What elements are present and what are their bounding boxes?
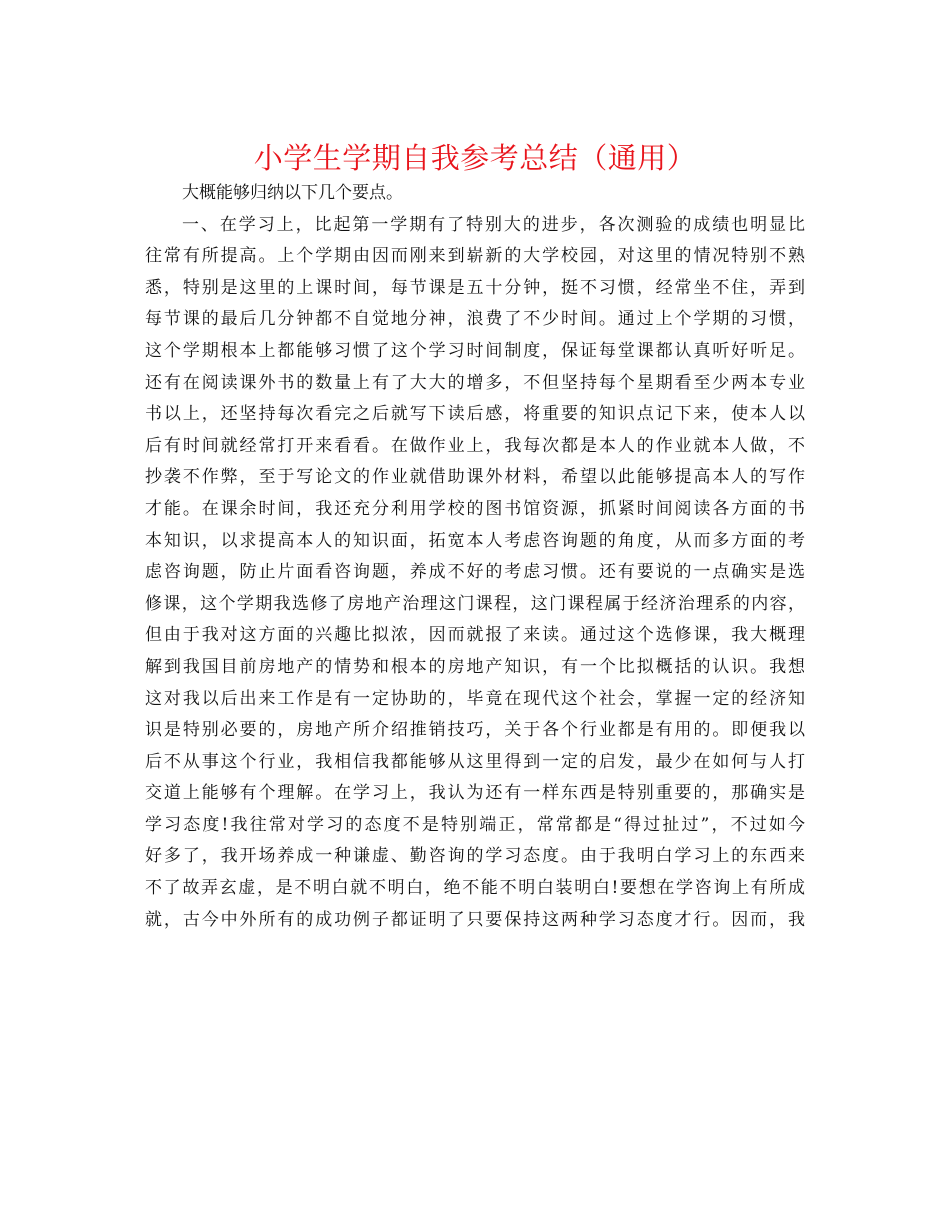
paragraph-line: 本知识，以求提高本人的知识面，拓宽本人考虑咨询题的角度，从而多方面的考 (145, 530, 805, 551)
paragraph-line: 书以上，还坚持每次看完之后就写下读后感，将重要的知识点记下来，使本人以 (145, 404, 805, 425)
paragraph-line: 后有时间就经常打开来看看。在做作业上，我每次都是本人的作业就本人做，不 (145, 435, 805, 456)
paragraph-line: 这对我以后出来工作是有一定协助的，毕竟在现代这个社会，掌握一定的经济知 (145, 688, 805, 709)
paragraph-line: 往常有所提高。上个学期由因而刚来到崭新的大学校园，对这里的情况特别不熟 (145, 246, 805, 267)
paragraph-line: 才能。在课余时间，我还充分利用学校的图书馆资源，抓紧时间阅读各方面的书 (145, 498, 805, 519)
paragraph-line: 但由于我对这方面的兴趣比拟浓，因而就报了来读。通过这个选修课，我大概理 (145, 625, 805, 646)
document-title: 小学生学期自我参考总结（通用） (253, 141, 697, 175)
paragraph-line: 不了故弄玄虚，是不明白就不明白，绝不能不明白装明白!要想在学咨询上有所成 (145, 878, 805, 899)
paragraph-line: 每节课的最后几分钟都不自觉地分神，浪费了不少时间。通过上个学期的习惯， (145, 309, 805, 330)
paragraph-line: 识是特别必要的，房地产所介绍推销技巧，关于各个行业都是有用的。即便我以 (145, 720, 805, 741)
paragraph-line: 这个学期根本上都能够习惯了这个学习时间制度，保证每堂课都认真听好听足。 (145, 340, 805, 361)
paragraph-line: 还有在阅读课外书的数量上有了大大的增多，不但坚持每个星期看至少两本专业 (145, 372, 805, 393)
paragraph-line: 抄袭不作弊，至于写论文的作业就借助课外材料，希望以此能够提高本人的写作 (145, 467, 805, 488)
paragraph-line: 就，古今中外所有的成功例子都证明了只要保持这两种学习态度才行。因而，我 (145, 909, 805, 930)
paragraph-line: 大概能够归纳以下几个要点。 (182, 183, 403, 203)
paragraph-line: 后不从事这个行业，我相信我都能够从这里得到一定的启发，最少在如何与人打 (145, 751, 805, 772)
paragraph-line: 悉，特别是这里的上课时间，每节课是五十分钟，挺不习惯，经常坐不住，弄到 (145, 277, 805, 298)
document-body (145, 178, 805, 936)
paragraph-line: 学习态度!我往常对学习的态度不是特别端正，常常都是“得过扯过”，不过如今 (145, 814, 805, 835)
paragraph-line: 交道上能够有个理解。在学习上，我认为还有一样东西是特别重要的，那确实是 (145, 783, 805, 804)
paragraph-line: 虑咨询题，防止片面看咨询题，养成不好的考虑习惯。还有要说的一点确实是选 (145, 562, 805, 583)
paragraph-line: 一、在学习上，比起第一学期有了特别大的进步，各次测验的成绩也明显比 (182, 214, 805, 235)
paragraph-line: 解到我国目前房地产的情势和根本的房地产知识，有一个比拟概括的认识。我想 (145, 656, 805, 677)
paragraph-line: 好多了，我开场养成一种谦虚、勤咨询的学习态度。由于我明白学习上的东西来 (145, 846, 805, 867)
paragraph-line: 修课，这个学期我选修了房地产治理这门课程，这门课程属于经济治理系的内容， (145, 593, 805, 614)
